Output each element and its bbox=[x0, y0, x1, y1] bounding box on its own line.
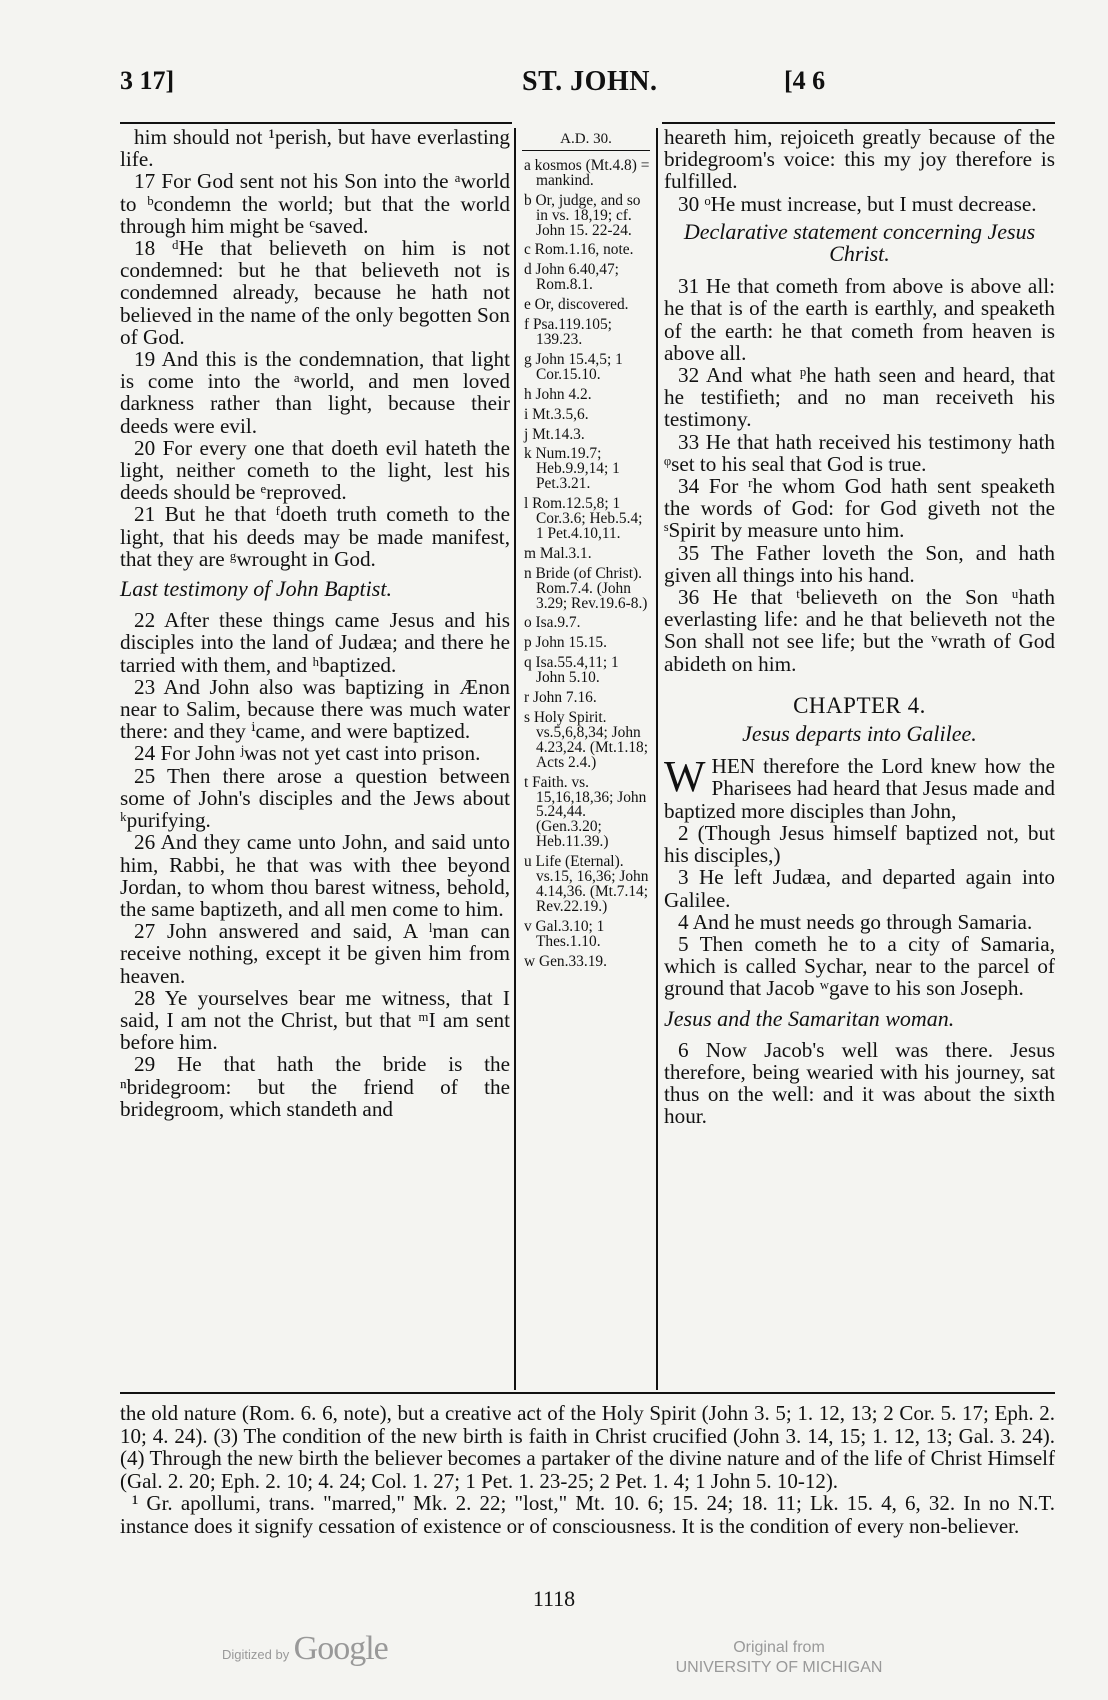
verse-1: WHEN therefore the Lord knew how the Pharisees had heard that Jesus made and baptized more disciples than John, bbox=[664, 752, 1055, 823]
google-logo: Google bbox=[293, 1630, 388, 1667]
verse-17: 17 For God sent not his Son into the ᵃworld to ᵇcondemn the world; but that the world through him might be ᶜsaved. bbox=[120, 169, 510, 238]
margin-note: s Holy Spirit. vs.5,6,8,34; John 4.23,24. (Mt.1.18; Acts 2.4.) bbox=[524, 709, 649, 771]
verse-29: 29 He that hath the bride is the ⁿbridegroom: but the friend of the bridegroom, which standeth and bbox=[120, 1052, 510, 1121]
footnote-rule bbox=[120, 1392, 1055, 1394]
footnote-1: ¹ Gr. apollumi, trans. "marred," Mk. 2. 22; "lost," Mt. 10. 6; 15. 24; 18. 11; Lk. 15. 4, 6, 32. In no N.T. instance does it signify cessation of existence or of consciousness. It is the condition of every non-believer. bbox=[120, 1491, 1055, 1538]
margin-references bbox=[522, 130, 650, 975]
margin-date: A.D. 30. bbox=[560, 131, 612, 147]
margin-note: m Mal.3.1. bbox=[524, 544, 592, 562]
verse-6: 6 Now Jacob's well was there. Jesus therefore, being wearied with his journey, sat thus on the well: and it was about the sixth hour. bbox=[664, 1037, 1055, 1129]
margin-note: t Faith. vs. 15,16,18,36; John 5.24,44. (Gen.3.20; Heb.11.39.) bbox=[524, 773, 647, 851]
section-heading: Last testimony of John Baptist. bbox=[120, 576, 392, 602]
verse-35: 35 The Father loveth the Son, and hath given all things into his hand. bbox=[664, 540, 1055, 587]
margin-note: h John 4.2. bbox=[524, 385, 592, 403]
verse-3: 3 He left Judæa, and departed again into Galilee. bbox=[664, 865, 1055, 912]
verse-fragment: him should not ¹perish, but have everlasting life. bbox=[120, 125, 510, 172]
margin-note: j Mt.14.3. bbox=[524, 425, 585, 443]
margin-note: l Rom.12.5,8; 1 Cor.3.6; Heb.5.4; 1 Pet.4.10,11. bbox=[524, 495, 643, 542]
margin-note: a kosmos (Mt.4.8) = mankind. bbox=[524, 156, 650, 189]
verse-31: 31 He that cometh from above is above all: he that is of the earth is earthly, and speaketh of the earth: he that cometh from heaven is above all. bbox=[664, 274, 1055, 365]
margin-note: v Gal.3.10; 1 Thes.1.10. bbox=[524, 917, 605, 950]
footnote-continuation: the old nature (Rom. 6. 6, note), but a creative act of the Holy Spirit (John 3. 5; 1. 12, 13; 2 Cor. 5. 17; Eph. 2. 10; 4. 24). (3) The condition of the new birth is faith in Christ crucified (John 3. 14, 15; 1. 12, 13; Gal. 3. 24). (4) Through the new birth the believer becomes a partaker of the divine nature and of the life of Christ Himself (Gal. 2. 20; Eph. 2. 10; 4. 24; Col. 1. 27; 1 Pet. 1. 23-25; 2 Pet. 1. 4; 1 John 5. 10-12). bbox=[120, 1401, 1055, 1493]
running-header bbox=[120, 66, 1050, 106]
section-heading: Jesus and the Samaritan woman. bbox=[664, 1005, 955, 1031]
verse-22: 22 After these things came Jesus and his disciples into the land of Judæa; and there he tarried with them, and ʰbaptized. bbox=[120, 608, 510, 677]
digitized-by-label: Digitized by bbox=[222, 1647, 290, 1662]
verse-24: 24 For John ʲwas not yet cast into prison. bbox=[134, 741, 481, 766]
margin-note: f Psa.119.105; 139.23. bbox=[524, 316, 612, 348]
verse-32: 32 And what ᵖhe hath seen and heard, that he testifieth; and no man receiveth his testimony. bbox=[664, 363, 1055, 432]
verse-4: 4 And he must needs go through Samaria. bbox=[678, 909, 1033, 934]
right-text-column bbox=[664, 126, 1055, 1128]
header-book-title: ST. JOHN. bbox=[522, 66, 658, 97]
margin-note: d John 6.40,47; Rom.8.1. bbox=[524, 261, 619, 294]
margin-note: q Isa.55.4,11; 1 John 5.10. bbox=[524, 654, 619, 687]
margin-note: c Rom.1.16, note. bbox=[524, 241, 634, 259]
verse-21: 21 But he that ᶠdoeth truth cometh to the light, that his deeds may be made manifest, that they are ᵍwrought in God. bbox=[120, 502, 510, 571]
header-left-reference: 3 17] bbox=[120, 66, 175, 95]
margin-note: e Or, discovered. bbox=[524, 296, 629, 314]
header-rule-right bbox=[662, 122, 1055, 124]
original-from-watermark bbox=[664, 1638, 894, 1678]
digitized-by-watermark bbox=[222, 1630, 388, 1668]
margin-note: k Num.19.7; Heb.9.9,14; 1 Pet.3.21. bbox=[524, 445, 620, 493]
page-number: 1118 bbox=[532, 1586, 576, 1611]
verse-28: 28 Ye yourselves bear me witness, that I said, I am not the Christ, but that ᵐI am sent before him. bbox=[120, 985, 510, 1055]
header-right-reference: [4 6 bbox=[784, 66, 826, 95]
column-divider-left bbox=[514, 128, 516, 1390]
margin-note: n Bride (of Christ). Rom.7.4. (John 3.29; Rev.19.6-8.) bbox=[524, 564, 648, 612]
margin-note: g John 15.4,5; 1 Cor.15.10. bbox=[524, 350, 623, 383]
verse-2: 2 (Though Jesus himself baptized not, but his disciples,) bbox=[664, 820, 1055, 868]
verse-33: 33 He that hath received his testimony hath ᵠset to his seal that God is true. bbox=[664, 429, 1055, 476]
verse-23: 23 And John also was baptizing in Ænon near to Salim, because there was much water there: and they ⁱcame, and were baptized. bbox=[120, 674, 510, 744]
verse-fragment: heareth him, rejoiceth greatly because of the bridegroom's voice: this my joy therefore is fulfilled. bbox=[664, 125, 1055, 194]
section-heading: Jesus departs into Galilee. bbox=[742, 721, 977, 747]
column-divider-right bbox=[656, 128, 658, 1390]
verse-30: 30 ᵒHe must increase, but I must decrease. bbox=[678, 191, 1037, 216]
margin-note: r John 7.16. bbox=[524, 689, 597, 707]
margin-note: b Or, judge, and so in vs. 18,19; cf. John 15. 22-24. bbox=[524, 191, 641, 239]
section-heading: Declarative statement concerning Jesus Christ. bbox=[683, 218, 1036, 267]
margin-note: i Mt.3.5,6. bbox=[524, 405, 589, 423]
verse-36: 36 He that ᵗbelieveth on the Son ᵘhath everlasting life: and he that believeth not the Son shall not see life; but the ᵛwrath of God abideth on him. bbox=[664, 585, 1055, 676]
margin-note: o Isa.9.7. bbox=[524, 614, 581, 632]
verse-26: 26 And they came unto John, and said unto him, Rabbi, he that was with thee beyond Jordan, to whom thou barest witness, behold, the same baptizeth, and all men come to him. bbox=[120, 830, 510, 921]
header-rule-left bbox=[120, 122, 512, 124]
verse-20: 20 For every one that doeth evil hateth the light, neither cometh to the light, lest his deeds should be ᵉreproved. bbox=[120, 435, 510, 505]
institution-label: UNIVERSITY OF MICHIGAN bbox=[675, 1659, 883, 1676]
footnotes bbox=[120, 1402, 1055, 1537]
verse-5: 5 Then cometh he to a city of Samaria, which is called Sychar, near to the parcel of ground that Jacob ʷgave to his son Joseph. bbox=[664, 931, 1055, 1001]
verse-25: 25 Then there arose a question between some of John's disciples and the Jews about ᵏpurifying. bbox=[120, 763, 510, 833]
verse-18: 18 ᵈHe that believeth on him is not condemned: but he that believeth not is condemned already, because he hath not believed in the name of the only begotten Son of God. bbox=[120, 236, 510, 349]
left-text-column bbox=[120, 126, 510, 1120]
margin-note: p John 15.15. bbox=[524, 634, 607, 652]
verse-34: 34 For ʳhe whom God hath sent speaketh the words of God: for God giveth not the ˢSpirit by measure unto him. bbox=[664, 474, 1055, 543]
chapter-heading: CHAPTER 4. bbox=[793, 692, 926, 718]
verse-27: 27 John answered and said, A ˡman can receive nothing, except it be given him from heaven. bbox=[120, 919, 510, 988]
original-from-label: Original from bbox=[733, 1639, 825, 1656]
verse-19: 19 And this is the condemnation, that light is come into the ᵃworld, and men loved darkness rather than light, because their deeds were evil. bbox=[120, 347, 510, 438]
margin-note: w Gen.33.19. bbox=[524, 952, 607, 970]
margin-note: u Life (Eternal). vs.15, 16,36; John 4.14,36. (Mt.7.14; Rev.22.19.) bbox=[524, 853, 649, 915]
